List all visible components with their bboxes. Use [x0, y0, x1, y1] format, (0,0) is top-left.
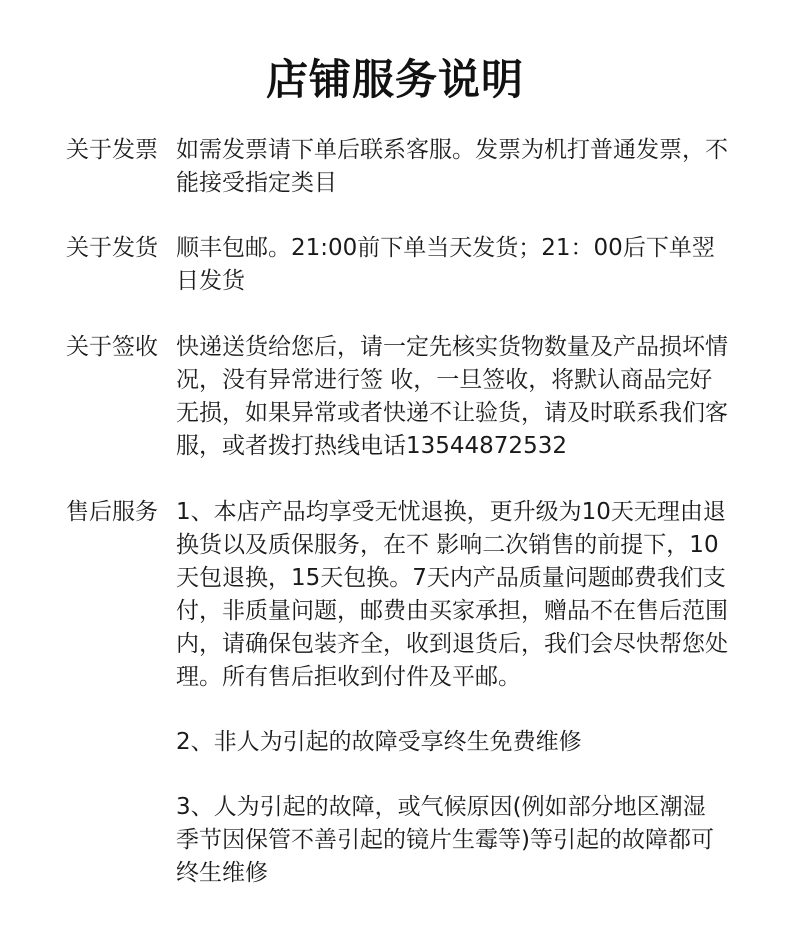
invoice-text: 如需发票请下单后联系客服。发票为机打普通发票，不能接受指定类目	[176, 137, 728, 196]
section-label-invoice: 关于发票	[66, 137, 158, 163]
section-invoice	[66, 134, 736, 200]
after-sales-item-3: 3、人为引起的故障，或气候原因(例如部分地区潮湿季节因保管不善引起的镜片生霉等)等引起的故障都可终生维修	[176, 794, 714, 886]
section-shipping	[66, 232, 736, 298]
section-body-after-sales	[176, 496, 728, 890]
section-label-after-sales: 售后服务	[66, 499, 158, 525]
after-sales-item-2: 2、非人为引起的故障受享终生免费维修	[176, 729, 582, 755]
after-sales-item-1: 1、本店产品均享受无忧退换，更升级为10天无理由退换货以及质保服务，在不 影响二次销售的前提下，10天包退换，15天包换。7天内产品质量问题邮费我们支付，非质量问题，邮费由买家承担，赠品不在售后范围内，请确保包装齐全，收到退货后，我们会尽快帮您处理。所有售后拒收到付件及平邮。	[176, 499, 728, 690]
section-body-invoice	[176, 134, 728, 200]
section-label-shipping: 关于发货	[66, 235, 158, 261]
section-receipt	[66, 331, 736, 463]
shipping-text: 顺丰包邮。21:00前下单当天发货；21：00后下单翌日发货	[176, 235, 715, 294]
section-body-shipping	[176, 232, 728, 298]
section-label-receipt: 关于签收	[66, 334, 158, 360]
section-body-receipt	[176, 331, 728, 463]
section-after-sales	[66, 496, 736, 890]
receipt-text: 快递送货给您后，请一定先核实货物数量及产品损坏情况，没有异常进行签 收，一旦签收，将默认商品完好无损，如果异常或者快递不让验货，请及时联系我们客服，或者拨打热线电话13544872532	[176, 334, 728, 459]
page-title: 店铺服务说明	[265, 55, 524, 104]
